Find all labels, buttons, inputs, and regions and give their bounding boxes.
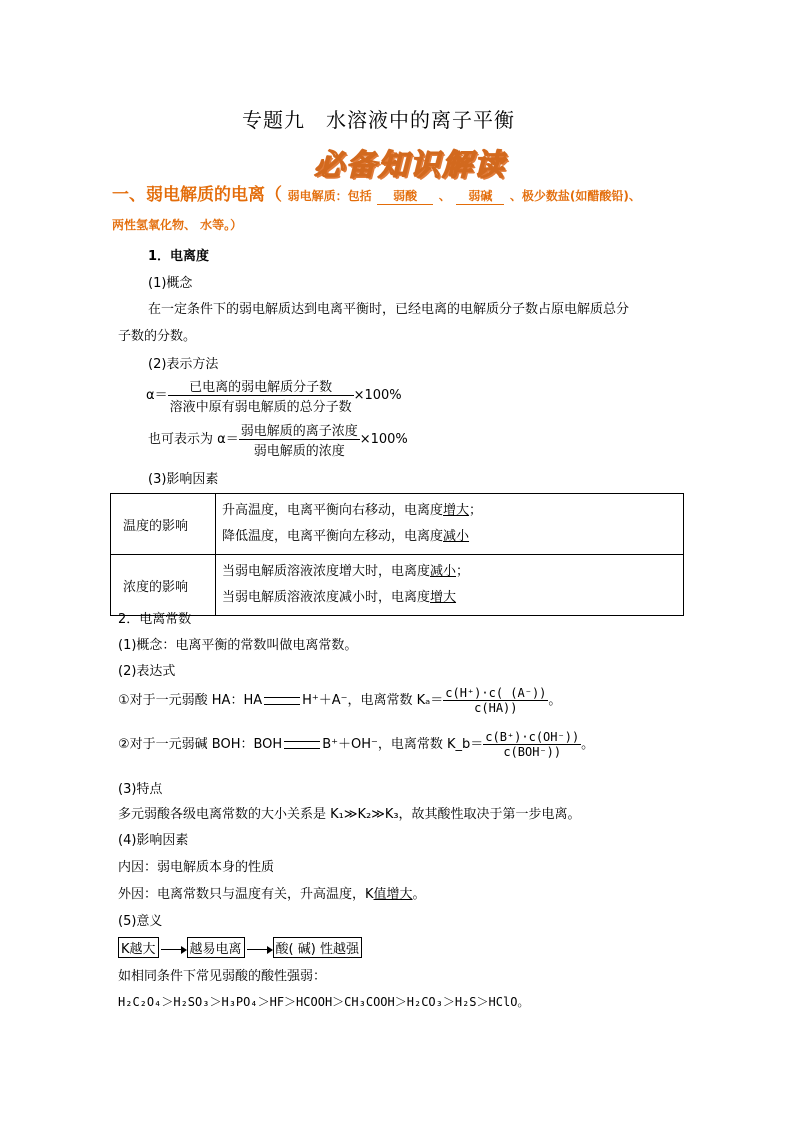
acid-strength-order: H₂C₂O₄＞H₂SO₃＞H₃PO₄＞HF＞HCOOH＞CH₃COOH＞H₂CO₃＞H₂S＞HClO。 — [118, 995, 530, 1009]
table-cell-label: 温度的影响 — [111, 494, 216, 555]
equilibrium-arrow-icon — [264, 697, 300, 705]
chain-box-easier-ionize: 越易电离 — [187, 937, 245, 958]
section1-heading-line — [112, 180, 641, 205]
row0-line1-text: 升高温度，电离平衡向右移动，电离度 — [222, 503, 444, 518]
row1-line2-text: 当弱电解质溶液浓度减小时，电离度 — [222, 590, 431, 605]
row1-line2-answer: 增大 — [430, 590, 457, 605]
section1-note-rest: 、极少数盐(如醋酸铅)、 — [509, 189, 641, 203]
table-cell-content — [216, 555, 684, 616]
chain-box-k-larger: K越大 — [118, 937, 159, 958]
table-row — [111, 494, 684, 555]
section1-note-line2: 两性氢氧化物、 水等。） — [112, 218, 243, 232]
formula2-fraction — [239, 420, 360, 459]
formula-alpha-1 — [146, 376, 402, 415]
concept-text-2: 子数的分数。 — [118, 329, 197, 344]
factor-label: (4)影响因素 — [118, 833, 189, 848]
acid-denominator: c(HA)) — [474, 701, 518, 715]
formula2-prefix: 也可表示为 α＝ — [148, 432, 239, 447]
acid-fraction — [443, 686, 548, 715]
formula1-numerator: 已电离的弱电解质分子数 — [168, 376, 354, 396]
row1-line1-answer: 减小 — [430, 564, 457, 579]
table-cell-label: 浓度的影响 — [111, 555, 216, 616]
concept-text-1: 在一定条件下的弱电解质达到电离平衡时，已经电离的电解质分子数占原电解质总分 — [148, 302, 630, 317]
section-banner: 必备知识解读 — [314, 148, 506, 183]
blank-weak-acid: 弱酸 — [377, 187, 433, 205]
formula2-tail: ×100% — [359, 432, 408, 447]
row0-line2-answer: 减小 — [443, 529, 470, 544]
equilibrium-arrow-icon — [284, 741, 320, 749]
page-title: 专题九 水溶液中的离子平衡 — [242, 108, 515, 132]
formula2-numerator: 弱电解质的离子浓度 — [239, 420, 360, 440]
external-end: 。 — [412, 887, 426, 902]
base-fraction — [483, 730, 581, 759]
arrow-right-icon — [161, 949, 185, 950]
row1-line1-end: ； — [456, 564, 470, 579]
section1-note-prefix: 弱电解质：包括 — [287, 189, 372, 203]
formula1-lhs: α＝ — [146, 388, 168, 403]
external-factor — [118, 883, 426, 902]
section1-heading: 一、弱电解质的电离（ — [112, 185, 282, 205]
chain-box-stronger-acidity: 酸( 碱) 性越强 — [273, 937, 362, 958]
row0-line2-text: 降低温度，电离平衡向左移动，电离度 — [222, 529, 444, 544]
meaning-label: (5)意义 — [118, 914, 163, 929]
base-end: 。 — [581, 737, 595, 752]
external-text: 外因：电离常数只与温度有关，升高温度，K — [118, 887, 374, 902]
table-row — [111, 555, 684, 616]
base-numerator: c(B⁺)·c(OH⁻)) — [485, 730, 580, 744]
factors-table — [110, 493, 684, 616]
base-products: B⁺＋OH⁻，电离常数 K_b＝ — [322, 737, 484, 752]
acid-expression — [118, 686, 561, 715]
formula1-denominator: 溶液中原有弱电解质的总分子数 — [169, 400, 352, 415]
feature-text: 多元弱酸各级电离常数的大小关系是 K₁≫K₂≫K₃，故其酸性取决于第一步电离。 — [118, 807, 581, 822]
ionization-degree-heading: 1．电离度 — [148, 249, 210, 264]
formula2-denominator: 弱电解质的浓度 — [253, 444, 345, 459]
feature-label: (3)特点 — [118, 782, 163, 797]
acid-end: 。 — [548, 693, 562, 708]
formula1-fraction — [168, 376, 354, 415]
formula-alpha-2 — [148, 420, 408, 459]
internal-factor: 内因：弱电解质本身的性质 — [118, 860, 275, 875]
expression-label: (2)表示方法 — [148, 357, 219, 372]
acid-prefix: ①对于一元弱酸 HA：HA — [118, 693, 263, 708]
meaning-chain — [118, 937, 362, 958]
constant-concept: (1)概念：电离平衡的常数叫做电离常数。 — [118, 638, 358, 653]
acid-products: H⁺＋A⁻，电离常数 Kₐ＝ — [302, 693, 444, 708]
blank-weak-base: 弱碱 — [456, 187, 504, 205]
row0-line1-end: ； — [469, 503, 483, 518]
base-denominator: c(BOH⁻)) — [503, 745, 562, 759]
arrow-right-icon — [247, 949, 271, 950]
formula1-tail: ×100% — [353, 388, 402, 403]
example-intro: 如相同条件下常见弱酸的酸性强弱： — [118, 969, 327, 984]
base-prefix: ②对于一元弱碱 BOH：BOH — [118, 737, 283, 752]
acid-numerator: c(H⁺)·c( (A⁻)) — [445, 686, 547, 700]
concept-label: (1)概念 — [148, 276, 193, 291]
constant-expr-label: (2)表达式 — [118, 664, 176, 679]
table-cell-content — [216, 494, 684, 555]
row1-line1-text: 当弱电解质溶液浓度增大时，电离度 — [222, 564, 431, 579]
section1-sep: 、 — [438, 189, 451, 203]
constant-heading: 2．电离常数 — [118, 612, 192, 627]
factors-label: (3)影响因素 — [148, 472, 219, 487]
external-answer: 值增大 — [373, 887, 413, 902]
base-expression — [118, 730, 594, 759]
row0-line1-answer: 增大 — [443, 503, 470, 518]
